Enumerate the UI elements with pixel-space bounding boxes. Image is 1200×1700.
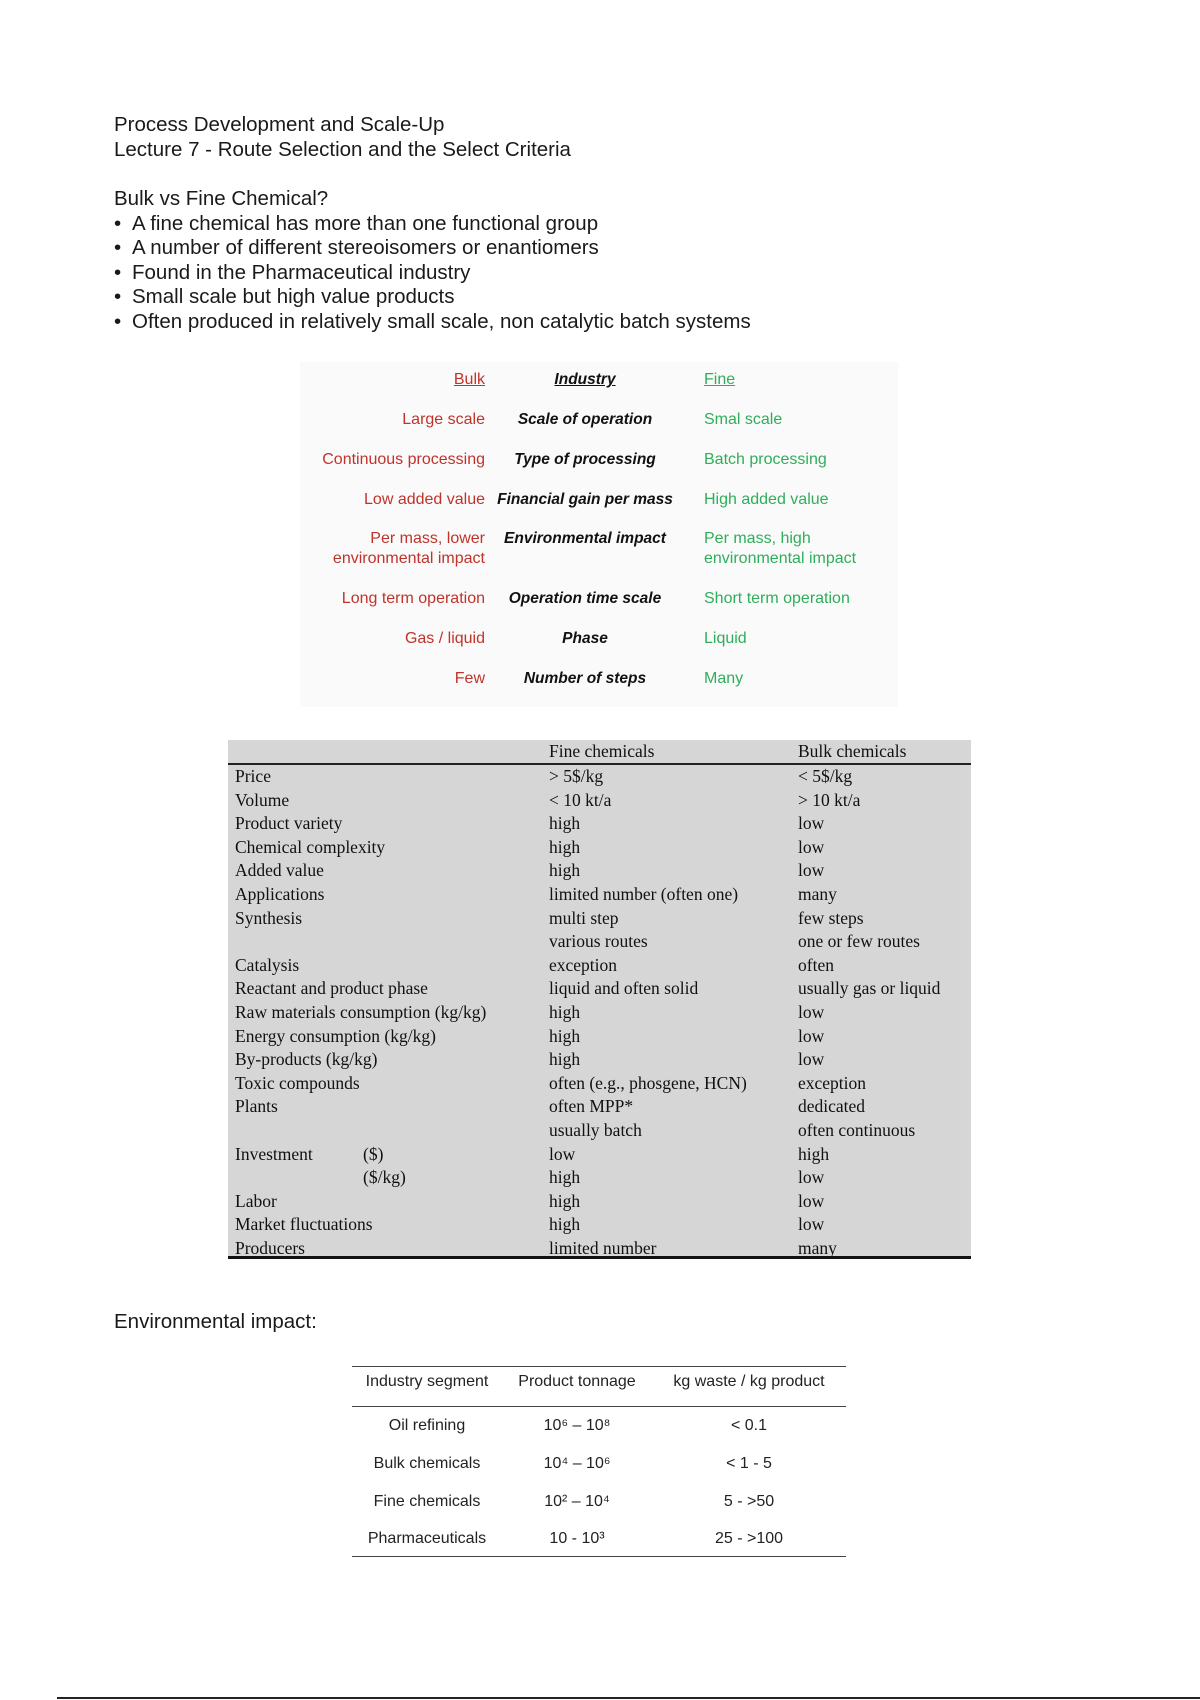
segment-cell: Fine chemicals (373, 1493, 481, 1510)
property-cell: Catalysis (235, 954, 300, 975)
page-footer-rule (57, 1697, 1200, 1699)
bullet-item: • A number of different stereoisomers or enantiomers (114, 236, 751, 261)
bulk-value-cell: low (798, 860, 825, 881)
fine-value-cell: limited number (often one) (549, 884, 739, 904)
bulk-value-cell: low (798, 1190, 825, 1211)
property-cell: Added value (235, 860, 324, 881)
property-cell: Applications (235, 884, 325, 904)
fine-cell: Smal scale (704, 411, 783, 428)
bulk-fine-comparison (300, 362, 898, 707)
bulk-value-cell: exception (798, 1072, 867, 1093)
bulk-cell: Per mass, lower (370, 530, 485, 547)
bullet-item: • Small scale but high value products (114, 285, 751, 310)
bulk-value-cell: many (798, 884, 837, 904)
bulk-value-cell: many (798, 1238, 837, 1258)
fine-value-cell: high (549, 1025, 581, 1046)
table-bottom-rule (228, 1256, 971, 1259)
course-title: Process Development and Scale-Up (114, 113, 445, 136)
fine-value-cell: high (549, 1002, 581, 1022)
industry-cell: Phase (562, 630, 608, 647)
fine-value-cell: high (549, 1190, 581, 1211)
bullet-item: • Often produced in relatively small scale, non catalytic batch systems (114, 310, 751, 335)
fine-value-cell: high (549, 836, 581, 857)
bulk-heading: Bulk (453, 371, 485, 388)
property-cell: Producers (235, 1238, 305, 1258)
bulk-cell: Long term operation (341, 590, 485, 607)
fine-cell: High added value (704, 491, 829, 508)
bulk-cell: Continuous processing (322, 451, 485, 468)
bulk-cell: Low added value (364, 491, 485, 508)
industry-cell: Financial gain per mass (497, 491, 673, 508)
chemicals-comparison-table (228, 740, 971, 1259)
column-header: Product tonnage (518, 1373, 636, 1390)
fine-value-cell: limited number (549, 1238, 657, 1258)
waste-cell: < 1 - 5 (726, 1455, 772, 1472)
fine-value-cell: < 10 kt/a (549, 789, 612, 810)
bulk-value-cell: few steps (798, 907, 864, 928)
fine-value-cell: low (549, 1143, 576, 1164)
fine-value-cell: > 5$/kg (549, 766, 604, 786)
fine-cell: Per mass, high (704, 530, 811, 547)
property-cell: Investment (235, 1143, 313, 1164)
bulk-cell: Large scale (402, 411, 485, 428)
fine-value-cell: liquid and often solid (549, 978, 699, 999)
industry-cell: Operation time scale (508, 590, 662, 607)
bulk-value-cell: low (798, 1025, 825, 1046)
bulk-value-cell: high (798, 1143, 830, 1164)
property-cell: Plants (235, 1096, 278, 1117)
fine-value-cell: usually batch (549, 1120, 642, 1140)
waste-cell: 25 - >100 (714, 1530, 784, 1547)
fine-heading: Fine (704, 371, 736, 388)
segment-cell: Bulk chemicals (373, 1455, 481, 1472)
intro-question: Bulk vs Fine Chemical? (114, 187, 329, 210)
fine-value-cell: high (549, 1049, 581, 1070)
unit-cell: ($) (363, 1143, 384, 1164)
fine-cell-line2: environmental impact (704, 550, 857, 567)
waste-cell: < 0.1 (730, 1417, 768, 1434)
industry-cell: Type of processing (514, 451, 656, 468)
industry-cell: Scale of operation (517, 411, 653, 428)
fine-value-cell: often MPP* (549, 1096, 634, 1117)
property-cell: Volume (235, 789, 290, 810)
column-header-fine: Fine chemicals (549, 741, 655, 761)
bulk-value-cell: < 5$/kg (798, 766, 853, 786)
property-cell: Product variety (235, 813, 343, 834)
fine-value-cell: high (549, 1214, 581, 1235)
fine-value-cell: high (549, 1167, 581, 1188)
fine-value-cell: various routes (549, 931, 648, 952)
bulk-value-cell: usually gas or liquid (798, 978, 941, 999)
fine-value-cell: often (e.g., phosgene, HCN) (549, 1072, 747, 1093)
column-header: Industry segment (365, 1373, 489, 1390)
bulk-value-cell: often (798, 954, 834, 975)
property-cell: Energy consumption (kg/kg) (235, 1025, 436, 1046)
bulk-value-cell: low (798, 1214, 825, 1235)
tonnage-cell: 10⁴ – 10⁶ (543, 1455, 611, 1472)
industry-cell: Number of steps (523, 670, 647, 687)
property-cell: Market fluctuations (235, 1214, 373, 1235)
table-top-rule (352, 1366, 846, 1367)
table-header-rule (352, 1406, 846, 1407)
column-header-bulk: Bulk chemicals (798, 741, 907, 761)
fine-cell: Many (704, 670, 744, 687)
bulk-cell-line2: environmental impact (332, 550, 485, 567)
property-cell: Reactant and product phase (235, 978, 428, 999)
lecture-title: Lecture 7 - Route Selection and the Select Criteria (114, 138, 571, 161)
property-cell: Price (235, 766, 271, 786)
fine-value-cell: high (549, 813, 581, 834)
bullet-item: • A fine chemical has more than one functional group (114, 212, 751, 237)
industry-cell: Environmental impact (504, 530, 666, 547)
bulk-value-cell: low (798, 1002, 825, 1022)
bulk-value-cell: low (798, 836, 825, 857)
unit-cell: ($/kg) (363, 1167, 406, 1188)
bulk-value-cell: low (798, 1049, 825, 1070)
waste-cell: 5 - >50 (723, 1493, 775, 1510)
intro-section (114, 187, 751, 334)
table-bottom-rule (352, 1556, 846, 1557)
bulk-cell: Gas / liquid (404, 630, 485, 647)
industry-heading: Industry (554, 371, 616, 388)
fine-value-cell: high (549, 860, 581, 881)
property-cell: By-products (kg/kg) (235, 1049, 378, 1070)
bulk-value-cell: often continuous (798, 1120, 916, 1140)
tonnage-cell: 10 - 10³ (549, 1530, 605, 1547)
fine-cell: Short term operation (704, 590, 850, 607)
bulk-value-cell: > 10 kt/a (798, 789, 861, 810)
property-cell: Synthesis (235, 907, 303, 928)
fine-cell: Batch processing (704, 451, 827, 468)
tonnage-cell: 10⁶ – 10⁸ (543, 1417, 611, 1434)
fine-value-cell: exception (549, 954, 618, 975)
property-cell: Chemical complexity (235, 836, 386, 857)
property-cell: Raw materials consumption (kg/kg) (235, 1002, 487, 1022)
tonnage-cell: 10² – 10⁴ (544, 1493, 610, 1510)
bulk-value-cell: low (798, 1167, 825, 1188)
bulk-value-cell: one or few routes (798, 931, 920, 952)
environmental-impact-label: Environmental impact: (114, 1310, 317, 1333)
document-header (114, 112, 571, 162)
column-header: kg waste / kg product (673, 1373, 825, 1390)
property-cell: Toxic compounds (235, 1072, 360, 1093)
bulk-value-cell: low (798, 813, 825, 834)
segment-cell: Pharmaceuticals (367, 1530, 487, 1547)
bulk-value-cell: dedicated (798, 1096, 866, 1117)
segment-cell: Oil refining (388, 1417, 466, 1434)
intro-bullet-list (114, 212, 751, 335)
table-header (228, 740, 971, 765)
bullet-item: • Found in the Pharmaceutical industry (114, 261, 751, 286)
property-cell: Labor (235, 1190, 277, 1211)
fine-cell: Liquid (704, 630, 747, 647)
fine-value-cell: multi step (549, 907, 619, 928)
bulk-cell: Few (454, 670, 485, 687)
